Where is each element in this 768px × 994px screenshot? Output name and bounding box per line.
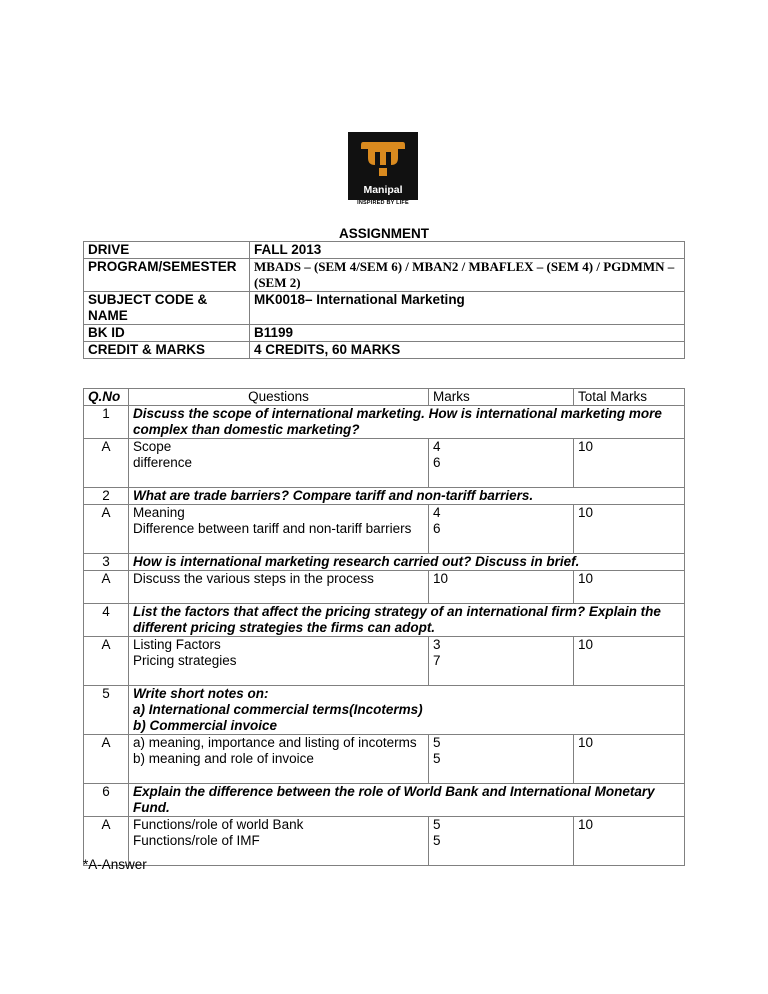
answer-label: A	[84, 439, 129, 488]
page-title: ASSIGNMENT	[338, 226, 429, 241]
mark-value: 3	[433, 637, 441, 652]
info-label: PROGRAM/SEMESTER	[84, 259, 250, 292]
info-value: B1199	[250, 325, 685, 342]
logo-mark-icon	[348, 132, 418, 184]
answer-part: Listing Factors	[133, 637, 221, 652]
answer-total: 10	[574, 439, 685, 488]
answer-row	[84, 817, 685, 866]
question-row	[84, 406, 685, 439]
answer-part: a) meaning, importance and listing of incoterms	[133, 735, 417, 750]
logo-name: Manipal	[363, 184, 403, 196]
info-label: BK ID	[84, 325, 250, 342]
logo-emblem	[348, 132, 418, 200]
answer-parts	[129, 735, 429, 784]
answer-parts	[129, 439, 429, 488]
info-row-bkid	[84, 325, 685, 342]
question-line: a) International commercial terms(Incoterms)	[133, 702, 423, 717]
question-number: 6	[84, 784, 129, 817]
answer-part: b) meaning and role of invoice	[133, 751, 314, 766]
question-number: 5	[84, 686, 129, 735]
mark-value: 6	[433, 521, 441, 536]
question-row	[84, 784, 685, 817]
question-row	[84, 604, 685, 637]
info-row-subject	[84, 292, 685, 325]
answer-part: Functions/role of world Bank	[133, 817, 304, 832]
mark-value: 5	[433, 833, 441, 848]
info-value: MBADS – (SEM 4/SEM 6) / MBAN2 / MBAFLEX – (SEM 4) / PGDMMN – (SEM 2)	[250, 259, 685, 292]
question-line: b) Commercial invoice	[133, 718, 278, 733]
info-value: FALL 2013	[250, 242, 685, 259]
answer-total: 10	[574, 735, 685, 784]
info-table	[83, 241, 685, 359]
answer-total: 10	[574, 817, 685, 866]
answer-total: 10	[574, 571, 685, 604]
question-number: 2	[84, 488, 129, 505]
answer-parts	[129, 571, 429, 604]
mark-value: 4	[433, 505, 441, 520]
header-total: Total Marks	[574, 389, 685, 406]
answer-parts	[129, 817, 429, 866]
info-value: MK0018– International Marketing	[250, 292, 685, 325]
info-label: SUBJECT CODE & NAME	[84, 292, 250, 325]
info-row-credit	[84, 342, 685, 359]
answer-part: Functions/role of IMF	[133, 833, 260, 848]
answer-label: A	[84, 637, 129, 686]
manipal-logo	[348, 132, 418, 210]
answer-row	[84, 637, 685, 686]
question-number: 3	[84, 554, 129, 571]
answer-marks	[429, 505, 574, 554]
answer-part: difference	[133, 455, 193, 470]
question-text	[129, 686, 685, 735]
info-label: DRIVE	[84, 242, 250, 259]
question-number: 1	[84, 406, 129, 439]
answer-label: A	[84, 735, 129, 784]
question-number: 4	[84, 604, 129, 637]
logo-tagline: INSPIRED BY LIFE	[357, 200, 409, 206]
footnote: *A-Answer	[83, 857, 147, 872]
answer-total: 10	[574, 637, 685, 686]
answer-label: A	[84, 505, 129, 554]
mark-value: 7	[433, 653, 441, 668]
answer-marks	[429, 817, 574, 866]
answer-part: Discuss the various steps in the process	[133, 571, 374, 586]
answer-marks	[429, 735, 574, 784]
question-row	[84, 686, 685, 735]
answer-total: 10	[574, 505, 685, 554]
answer-marks	[429, 439, 574, 488]
answer-marks	[429, 637, 574, 686]
header-qno: Q.No	[84, 389, 129, 406]
question-text: List the factors that affect the pricing strategy of an international firm? Explain the different pricing strategies the firms can adopt.	[129, 604, 685, 637]
mark-value: 6	[433, 455, 441, 470]
table-header	[84, 389, 685, 406]
answer-part: Scope	[133, 439, 172, 454]
answer-label: A	[84, 571, 129, 604]
question-text: Discuss the scope of international marketing. How is international marketing more complex than domestic marketing?	[129, 406, 685, 439]
mark-value: 5	[433, 817, 441, 832]
answer-marks	[429, 571, 574, 604]
answer-row	[84, 439, 685, 488]
question-row	[84, 554, 685, 571]
header-marks: Marks	[429, 389, 574, 406]
answer-row	[84, 735, 685, 784]
answer-parts	[129, 505, 429, 554]
answer-part: Meaning	[133, 505, 185, 520]
question-text: How is international marketing research carried out? Discuss in brief.	[129, 554, 685, 571]
info-row-drive	[84, 242, 685, 259]
questions-table	[83, 388, 685, 866]
mark-value: 5	[433, 735, 441, 750]
info-label: CREDIT & MARKS	[84, 342, 250, 359]
info-value: 4 CREDITS, 60 MARKS	[250, 342, 685, 359]
header-questions: Questions	[129, 389, 429, 406]
info-row-program	[84, 259, 685, 292]
answer-row	[84, 571, 685, 604]
mark-value: 5	[433, 751, 441, 766]
answer-parts	[129, 637, 429, 686]
question-text: Explain the difference between the role of World Bank and International Monetary Fund.	[129, 784, 685, 817]
answer-row	[84, 505, 685, 554]
mark-value: 4	[433, 439, 441, 454]
answer-part: Pricing strategies	[133, 653, 237, 668]
question-row	[84, 488, 685, 505]
question-text: What are trade barriers? Compare tariff and non-tariff barriers.	[129, 488, 685, 505]
answer-part: Difference between tariff and non-tariff barriers	[133, 521, 412, 536]
answer-label: A	[84, 817, 129, 866]
mark-value: 10	[433, 571, 449, 586]
question-line: Write short notes on:	[133, 686, 269, 701]
